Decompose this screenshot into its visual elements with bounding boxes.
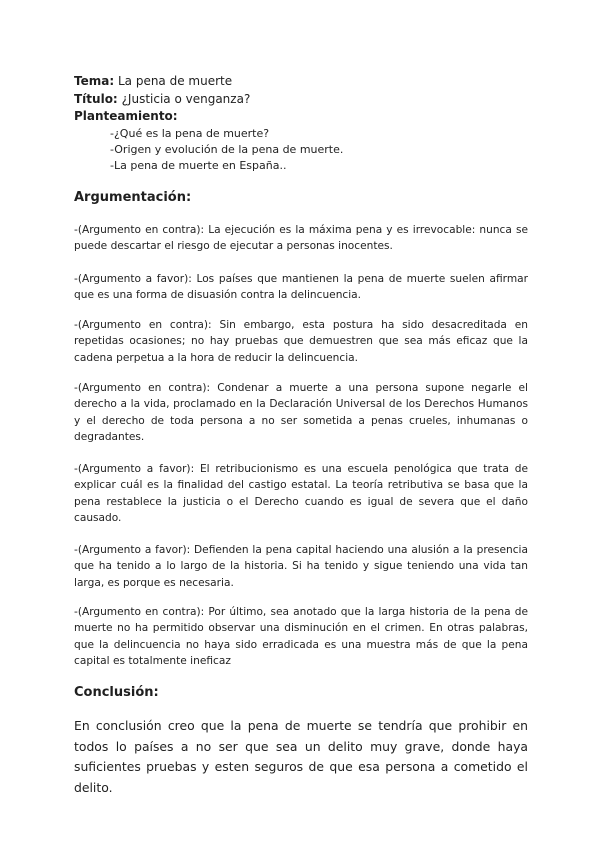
conclusion-heading: Conclusión:	[74, 685, 159, 700]
argument-paragraph: -(Argumento en contra): Sin embargo, esta postura ha sido desacreditada en repetidas ocasiones; no hay pruebas que demuestren que sea más eficaz que la cadena perpetua a la hora de reducir la delincuencia.	[74, 319, 528, 364]
planteamiento-item: -¿Qué es la pena de muerte?	[110, 126, 270, 140]
argument-paragraph: -(Argumento a favor): Defienden la pena capital haciendo una alusión a la presencia que ha tenido a lo largo de la historia. Si ha tenido y sigue teniendo una vida tan larga, es porque es necesaria.	[74, 544, 528, 589]
argument-paragraph: -(Argumento en contra): Condenar a muerte a una persona supone negarle el derecho a la vida, proclamado en la Declaración Universal de los Derechos Humanos y el derecho de toda persona a no ser sometida a penas crueles, inhumanas o degradantes.	[74, 382, 528, 444]
titulo-value: ¿Justicia o venganza?	[121, 91, 251, 106]
titulo-line	[74, 91, 534, 109]
planteamiento-line	[74, 108, 534, 126]
planteamiento-list	[74, 126, 534, 174]
tema-label: Tema:	[74, 74, 115, 88]
tema-line	[74, 73, 534, 91]
argument-paragraph: -(Argumento en contra): Por último, sea anotado que la larga historia de la pena de muerte no ha permitido observar una disminución en el crimen. En otras palabras, que la delincuencia no haya sido erradicada es una muestra más de que la pena capital es totalmente ineficaz	[74, 606, 528, 668]
essay-header	[74, 73, 534, 174]
titulo-label: Título:	[74, 91, 118, 106]
conclusion-paragraph: En conclusión creo que la pena de muerte se tendría que prohibir en todos lo países a no ser que sea un delito muy grave, donde haya suficientes pruebas y esten seguros de que esa persona a cometido el delito.	[74, 718, 528, 795]
planteamiento-item: -La pena de muerte en España..	[110, 158, 287, 172]
planteamiento-label: Planteamiento:	[74, 109, 178, 123]
argumentacion-heading: Argumentación:	[74, 190, 192, 205]
argument-paragraph: -(Argumento a favor): Los países que mantienen la pena de muerte suelen afirmar que es una forma de disuasión contra la delincuencia.	[74, 273, 528, 302]
planteamiento-item: -Origen y evolución de la pena de muerte.	[110, 142, 344, 156]
tema-value: La pena de muerte	[117, 74, 233, 88]
argument-paragraph: -(Argumento a favor): El retribucionismo es una escuela penológica que trata de explicar cuál es la finalidad del castigo estatal. La teoría retributiva se basa que la pena restablece la justicia o el Derecho cuando es igual de severa que el daño causado.	[74, 463, 528, 525]
argument-paragraph: -(Argumento en contra): La ejecución es la máxima pena y es irrevocable: nunca se puede descartar el riesgo de ejecutar a personas inocentes.	[74, 224, 528, 253]
